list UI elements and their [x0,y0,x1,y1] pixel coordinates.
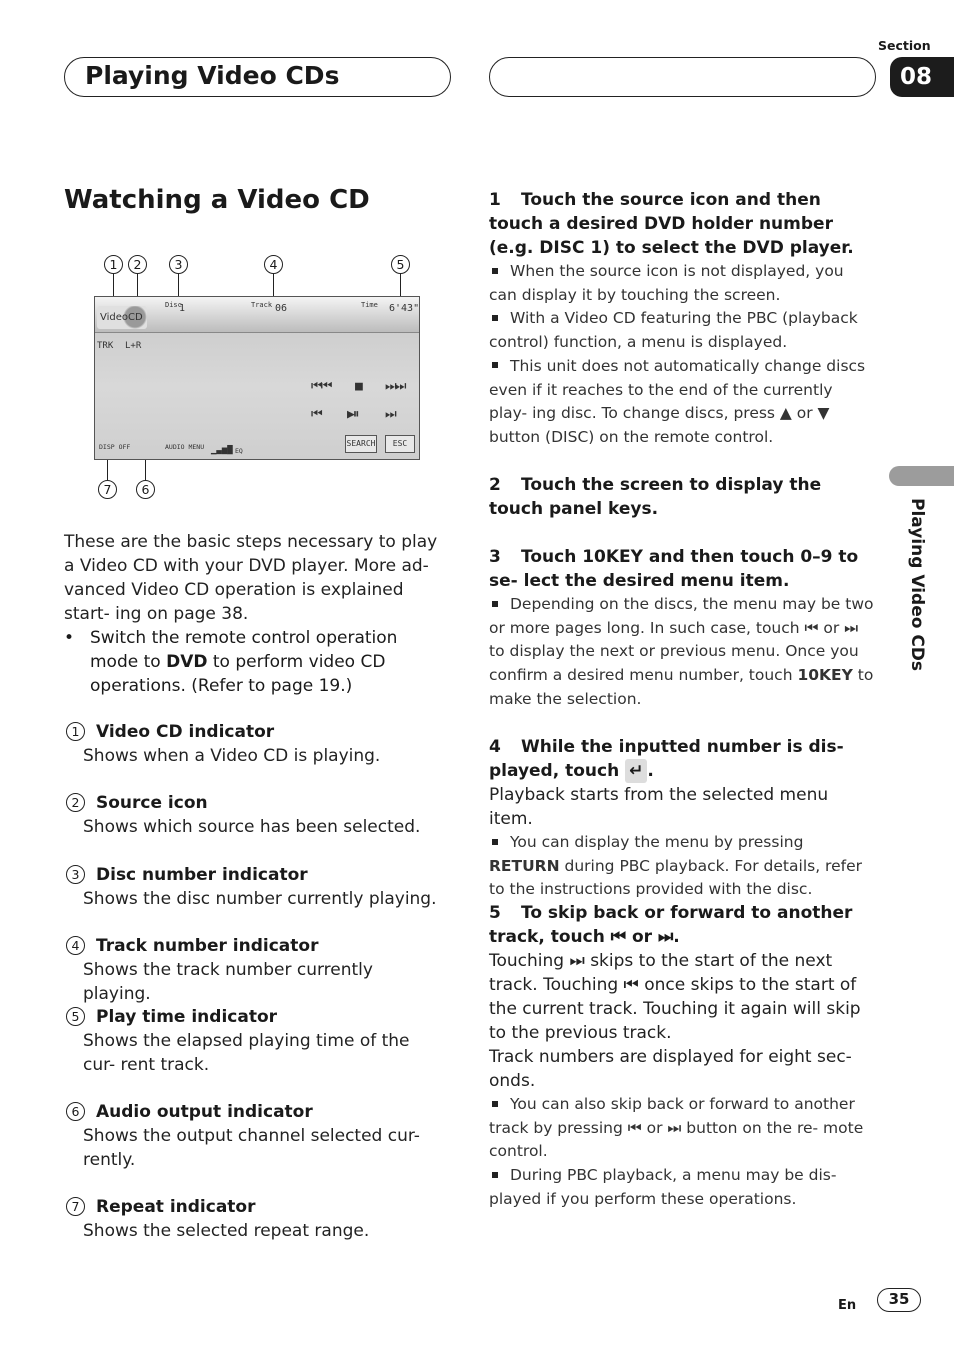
step-heading [489,735,875,783]
callout-title-text: Repeat indicator [96,1197,256,1217]
step-heading [489,545,875,593]
eq-key: EQ [235,447,243,455]
play-pause-icon: ▶⏸ [347,407,358,422]
callout-audio-output-indicator [64,1100,444,1172]
step-body: Track numbers are displayed for eight sec- onds. [489,1047,852,1091]
bullet-text-bold: DVD [166,652,208,672]
note-bullet-icon [492,315,498,321]
step-title: Touch the screen to display the touch panel keys. [489,475,822,519]
figure-callout-1: 1 [104,255,123,274]
section-number-badge: 08 [890,57,954,97]
figure-callout-4: 4 [264,255,283,274]
step-body: Playback starts from the selected menu item. [489,785,829,829]
source-icon: VideoCD [97,306,147,329]
time-value: 6'43" [389,303,420,314]
callout-description: Shows the disc number currently playing. [83,889,437,909]
callout-disc-number-indicator [64,863,444,911]
note-text: During PBC playback, a menu may be dis- played if you perform these operations. [489,1166,837,1208]
page-number: 35 [877,1288,921,1312]
side-tab-label: Playing Video CDs [907,498,927,672]
note-text: during PBC playback. For details, refer to the instructions provided with the disc. [489,856,862,899]
figure-callout-2: 2 [128,255,147,274]
callout-number: 5 [66,1007,85,1026]
note-bullet-icon [492,362,498,368]
note-text: You can display the menu by pressing [510,833,804,851]
note-text: When the source icon is not displayed, you can display it by touching the screen. [489,262,844,304]
note-text: to make the selection. [489,666,874,708]
track-label: Track [251,301,273,309]
callout-title [64,934,444,958]
callout-title-text: Track number indicator [96,936,319,956]
note-bullet-icon [492,839,498,845]
callout-number: 2 [66,793,85,812]
step-note [489,260,875,307]
callout-title-text: Play time indicator [96,1007,278,1027]
track-value: 06 [275,303,288,314]
step-title-end: . [647,761,654,781]
step-number: 1 [489,190,501,210]
callout-title [64,863,444,887]
bullet-text-post: to perform video CD operations. (Refer to page 19.) [90,652,386,696]
bullet-dot: • [64,628,75,648]
step-number: 4 [489,737,501,757]
callout-video-cd-indicator [64,720,444,768]
callout-number: 1 [66,722,85,741]
note-text: You can also skip back or forward to another track by pressing ⏮ or ⏭ button on the re- mote control. [489,1095,864,1161]
stop-icon: ■ [355,379,361,394]
step-note [489,355,875,450]
callout-title [64,791,444,815]
step-number: 2 [489,475,501,495]
audio-menu-key: AUDIO MENU [165,443,205,451]
callout-description: Shows the output channel selected cur- rently. [83,1126,420,1170]
note-bullet-icon [492,268,498,274]
enter-icon: ↵ [625,759,647,783]
callout-number: 3 [66,865,85,884]
callout-title [64,1195,444,1219]
note-text: Depending on the discs, the menu may be two or more pages long. In such case, touch ⏮ or ⏭ to display the next or previous menu. Once you confirm a desired menu number, touch [489,595,874,685]
disp-off-key: DISP OFF [99,443,131,451]
video-cd-screen-illustration [94,296,420,460]
main-heading: Watching a Video CD [64,185,370,215]
note-bullet-icon [492,1172,498,1178]
intro-paragraph: These are the basic steps necessary to play a Video CD with your DVD player. More ad- vanced Video CD operation is explained start- ing on page 38. [64,532,438,624]
step-1 [489,188,875,450]
next-track-icon: ⏭ [385,407,395,422]
step-heading [489,473,875,521]
figure-callout-3: 3 [169,255,188,274]
disc-label: Disc [165,301,182,309]
callout-description: Shows the track number currently playing. [83,960,373,1004]
step-title: Touch 10KEY and then touch 0–9 to se- lect the desired menu item. [489,547,859,591]
callout-title-text: Video CD indicator [96,722,275,742]
step-2 [489,473,875,521]
callout-number: 7 [66,1197,85,1216]
bullet-text-pre: Switch the remote control operation mode to [90,628,398,672]
prev-track-icon: ⏮ [311,407,321,422]
callout-track-number-indicator [64,934,444,1006]
callout-play-time-indicator [64,1005,444,1077]
note-text: With a Video CD featuring the PBC (playback control) function, a menu is displayed. [489,309,858,352]
note-bullet-icon [492,1101,498,1107]
scan-back-icon: ⏮⏮ [311,379,331,394]
scan-forward-icon: ⏭⏭ [385,379,405,394]
step-note [489,1164,875,1211]
step-heading [489,188,875,260]
intro-bullet [64,626,444,698]
figure-callout-7: 7 [98,480,117,499]
intro-bullet-text [90,626,444,698]
callout-title-text: Disc number indicator [96,865,308,885]
header-title-pill [64,57,451,97]
step-title: While the inputted number is dis- played, touch [489,737,844,781]
audio-output-indicator: L+R [125,341,142,351]
figure-callout-6: 6 [136,480,155,499]
callout-description: Shows when a Video CD is playing. [83,746,381,766]
time-label: Time [361,301,378,309]
callout-description: Shows the elapsed playing time of the cur- rent track. [83,1031,410,1075]
step-3 [489,545,875,712]
step-number: 5 [489,903,501,923]
section-label: Section [878,38,931,53]
callout-number: 4 [66,936,85,955]
note-bold-text: 10KEY [797,666,853,685]
callout-number: 6 [66,1102,85,1121]
step-note [489,307,875,354]
callout-description: Shows the selected repeat range. [83,1221,370,1241]
footer-language: En [838,1298,857,1313]
side-tab-marker [889,466,954,486]
step-5 [489,901,875,1212]
callout-title-text: Source icon [96,793,208,813]
note-text: This unit does not automatically change discs even if it reaches to the end of the currently play- ing disc. To change discs, press ▲ or ▼ button (DISC) on the remote control. [489,356,866,446]
step-body: Touching ⏭ skips to the start of the next track. Touching ⏮ once skips to the start of the current track. Touching it again will skip to the previous track. [489,951,861,1043]
page-title: Playing Video CDs [85,61,340,90]
callout-title-text: Audio output indicator [96,1102,313,1122]
callout-source-icon [64,791,444,839]
step-title: Touch the source icon and then touch a desired DVD holder number (e.g. DISC 1) to select the DVD player. [489,190,854,258]
header-empty-pill [489,57,876,97]
step-note [489,593,875,712]
eq-bars-icon: ▁▃▅▇ [211,445,233,455]
callout-repeat-indicator [64,1195,444,1243]
step-heading [489,901,875,949]
search-key: SEARCH [345,435,377,453]
figure-callout-5: 5 [391,255,410,274]
note-bullet-icon [492,601,498,607]
note-bold-text: RETURN [489,856,560,875]
callout-title [64,1005,444,1029]
callout-title [64,1100,444,1124]
disc-value: 1 [179,303,186,314]
callout-title [64,720,444,744]
step-note [489,1093,875,1164]
repeat-indicator: TRK [97,341,114,351]
step-4 [489,735,875,902]
esc-key: ESC [385,435,415,453]
step-note [489,831,875,902]
step-title: To skip back or forward to another track, touch ⏮ or ⏭. [489,903,853,947]
callout-description: Shows which source has been selected. [83,817,421,837]
step-number: 3 [489,547,501,567]
